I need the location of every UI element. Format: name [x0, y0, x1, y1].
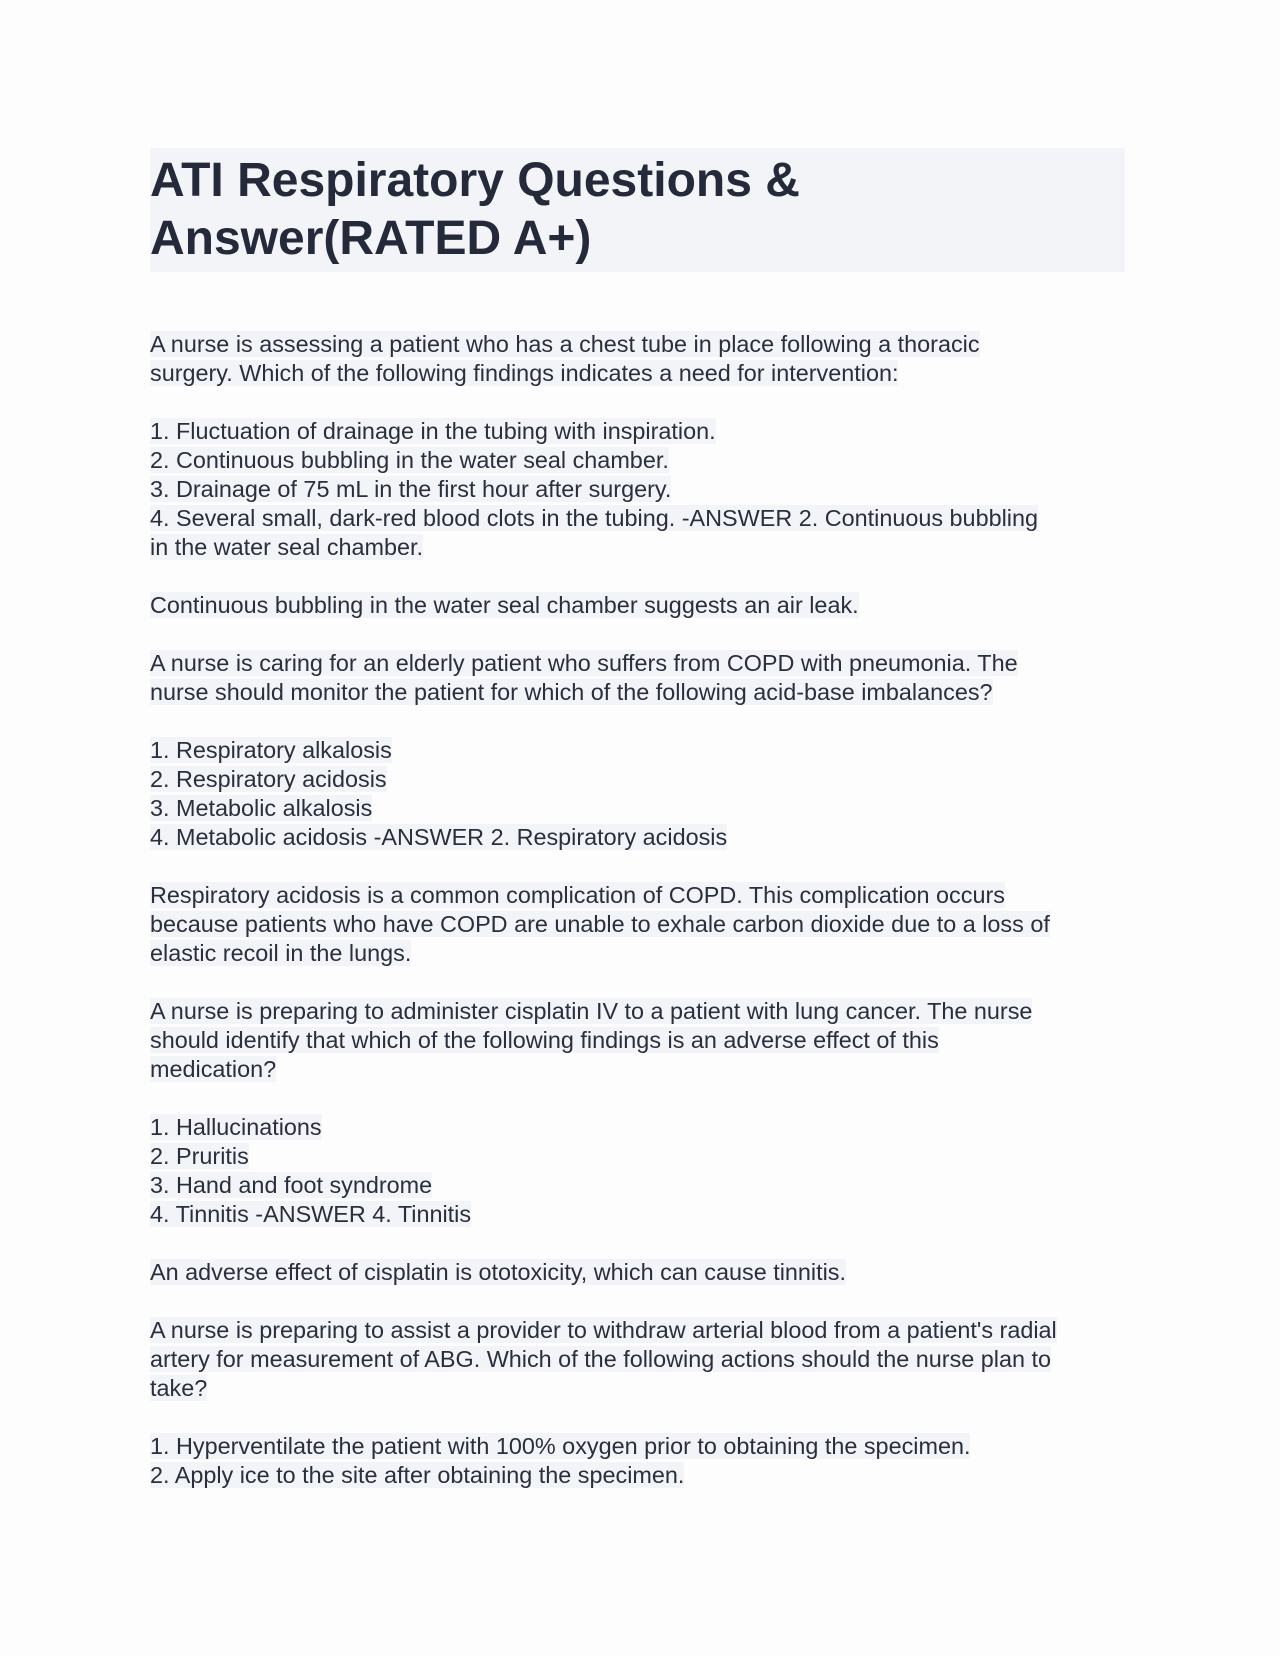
- paragraph: [150, 736, 1125, 852]
- text-line: 1. Fluctuation of drainage in the tubing with inspiration.: [150, 418, 716, 444]
- text-line: A nurse is preparing to assist a provider to withdraw arterial blood from a patient's radial: [150, 1317, 1057, 1343]
- text-line: 4. Metabolic acidosis -ANSWER 2. Respiratory acidosis: [150, 824, 728, 850]
- text-line: 1. Hyperventilate the patient with 100% oxygen prior to obtaining the specimen.: [150, 1433, 971, 1459]
- text-line: A nurse is preparing to administer cisplatin IV to a patient with lung cancer. The nurse: [150, 998, 1033, 1024]
- document-body: [150, 330, 1125, 1490]
- text-line-wrapper: [150, 736, 1125, 765]
- text-line-wrapper: [150, 1374, 1125, 1403]
- text-line-wrapper: [150, 1142, 1125, 1171]
- text-line: 2. Pruritis: [150, 1143, 249, 1169]
- text-line-wrapper: [150, 765, 1125, 794]
- text-line-wrapper: [150, 533, 1125, 562]
- text-line-wrapper: [150, 1345, 1125, 1374]
- text-line-wrapper: [150, 417, 1125, 446]
- text-line-wrapper: [150, 939, 1125, 968]
- text-line-wrapper: [150, 504, 1125, 533]
- text-line-wrapper: [150, 649, 1125, 678]
- text-line-wrapper: [150, 1461, 1125, 1490]
- text-line-wrapper: [150, 359, 1125, 388]
- text-line: 2. Respiratory acidosis: [150, 766, 387, 792]
- text-line: 2. Apply ice to the site after obtaining the specimen.: [150, 1462, 685, 1488]
- text-line: take?: [150, 1375, 208, 1401]
- title-block: [150, 148, 1125, 272]
- text-line: Respiratory acidosis is a common complication of COPD. This complication occurs: [150, 882, 1005, 908]
- text-line: artery for measurement of ABG. Which of the following actions should the nurse plan to: [150, 1346, 1052, 1372]
- text-line: nurse should monitor the patient for which of the following acid-base imbalances?: [150, 679, 993, 705]
- text-line-wrapper: [150, 1171, 1125, 1200]
- document-title: [150, 152, 1125, 268]
- text-line-wrapper: [150, 881, 1125, 910]
- paragraph: [150, 881, 1125, 968]
- text-line-wrapper: [150, 997, 1125, 1026]
- text-line-wrapper: [150, 591, 1125, 620]
- text-line: 3. Hand and foot syndrome: [150, 1172, 433, 1198]
- text-line-wrapper: [150, 1258, 1125, 1287]
- paragraph: [150, 1432, 1125, 1490]
- text-line-wrapper: [150, 1055, 1125, 1084]
- text-line: surgery. Which of the following findings indicates a need for intervention:: [150, 360, 899, 386]
- paragraph: [150, 997, 1125, 1084]
- text-line: Continuous bubbling in the water seal chamber suggests an air leak.: [150, 592, 859, 618]
- text-line: 2. Continuous bubbling in the water seal chamber.: [150, 447, 669, 473]
- text-line: A nurse is caring for an elderly patient who suffers from COPD with pneumonia. The: [150, 650, 1018, 676]
- text-line-wrapper: [150, 446, 1125, 475]
- text-line-wrapper: [150, 1432, 1125, 1461]
- title-line-2: Answer(RATED A+): [150, 212, 592, 265]
- text-line-wrapper: [150, 678, 1125, 707]
- paragraph: [150, 330, 1125, 388]
- text-line-wrapper: [150, 1316, 1125, 1345]
- document-page: [150, 148, 1125, 1519]
- text-line: medication?: [150, 1056, 277, 1082]
- paragraph: [150, 1316, 1125, 1403]
- paragraph: [150, 417, 1125, 562]
- text-line: 3. Metabolic alkalosis: [150, 795, 373, 821]
- text-line: 1. Hallucinations: [150, 1114, 322, 1140]
- text-line: A nurse is assessing a patient who has a chest tube in place following a thoracic: [150, 331, 980, 357]
- text-line: 3. Drainage of 75 mL in the first hour after surgery.: [150, 476, 672, 502]
- text-line: An adverse effect of cisplatin is ototoxicity, which can cause tinnitis.: [150, 1259, 846, 1285]
- text-line-wrapper: [150, 1200, 1125, 1229]
- text-line-wrapper: [150, 330, 1125, 359]
- text-line-wrapper: [150, 1026, 1125, 1055]
- paragraph: [150, 649, 1125, 707]
- text-line-wrapper: [150, 823, 1125, 852]
- text-line: 1. Respiratory alkalosis: [150, 737, 392, 763]
- text-line-wrapper: [150, 794, 1125, 823]
- text-line: 4. Several small, dark-red blood clots in the tubing. -ANSWER 2. Continuous bubbling: [150, 505, 1038, 531]
- text-line: in the water seal chamber.: [150, 534, 424, 560]
- paragraph: [150, 591, 1125, 620]
- paragraph: [150, 1258, 1125, 1287]
- text-line-wrapper: [150, 1113, 1125, 1142]
- text-line: 4. Tinnitis -ANSWER 4. Tinnitis: [150, 1201, 472, 1227]
- title-line-1: ATI Respiratory Questions &: [150, 154, 800, 207]
- text-line: should identify that which of the following findings is an adverse effect of this: [150, 1027, 939, 1053]
- text-line: because patients who have COPD are unable to exhale carbon dioxide due to a loss of: [150, 911, 1050, 937]
- text-line-wrapper: [150, 910, 1125, 939]
- text-line-wrapper: [150, 475, 1125, 504]
- text-line: elastic recoil in the lungs.: [150, 940, 412, 966]
- paragraph: [150, 1113, 1125, 1229]
